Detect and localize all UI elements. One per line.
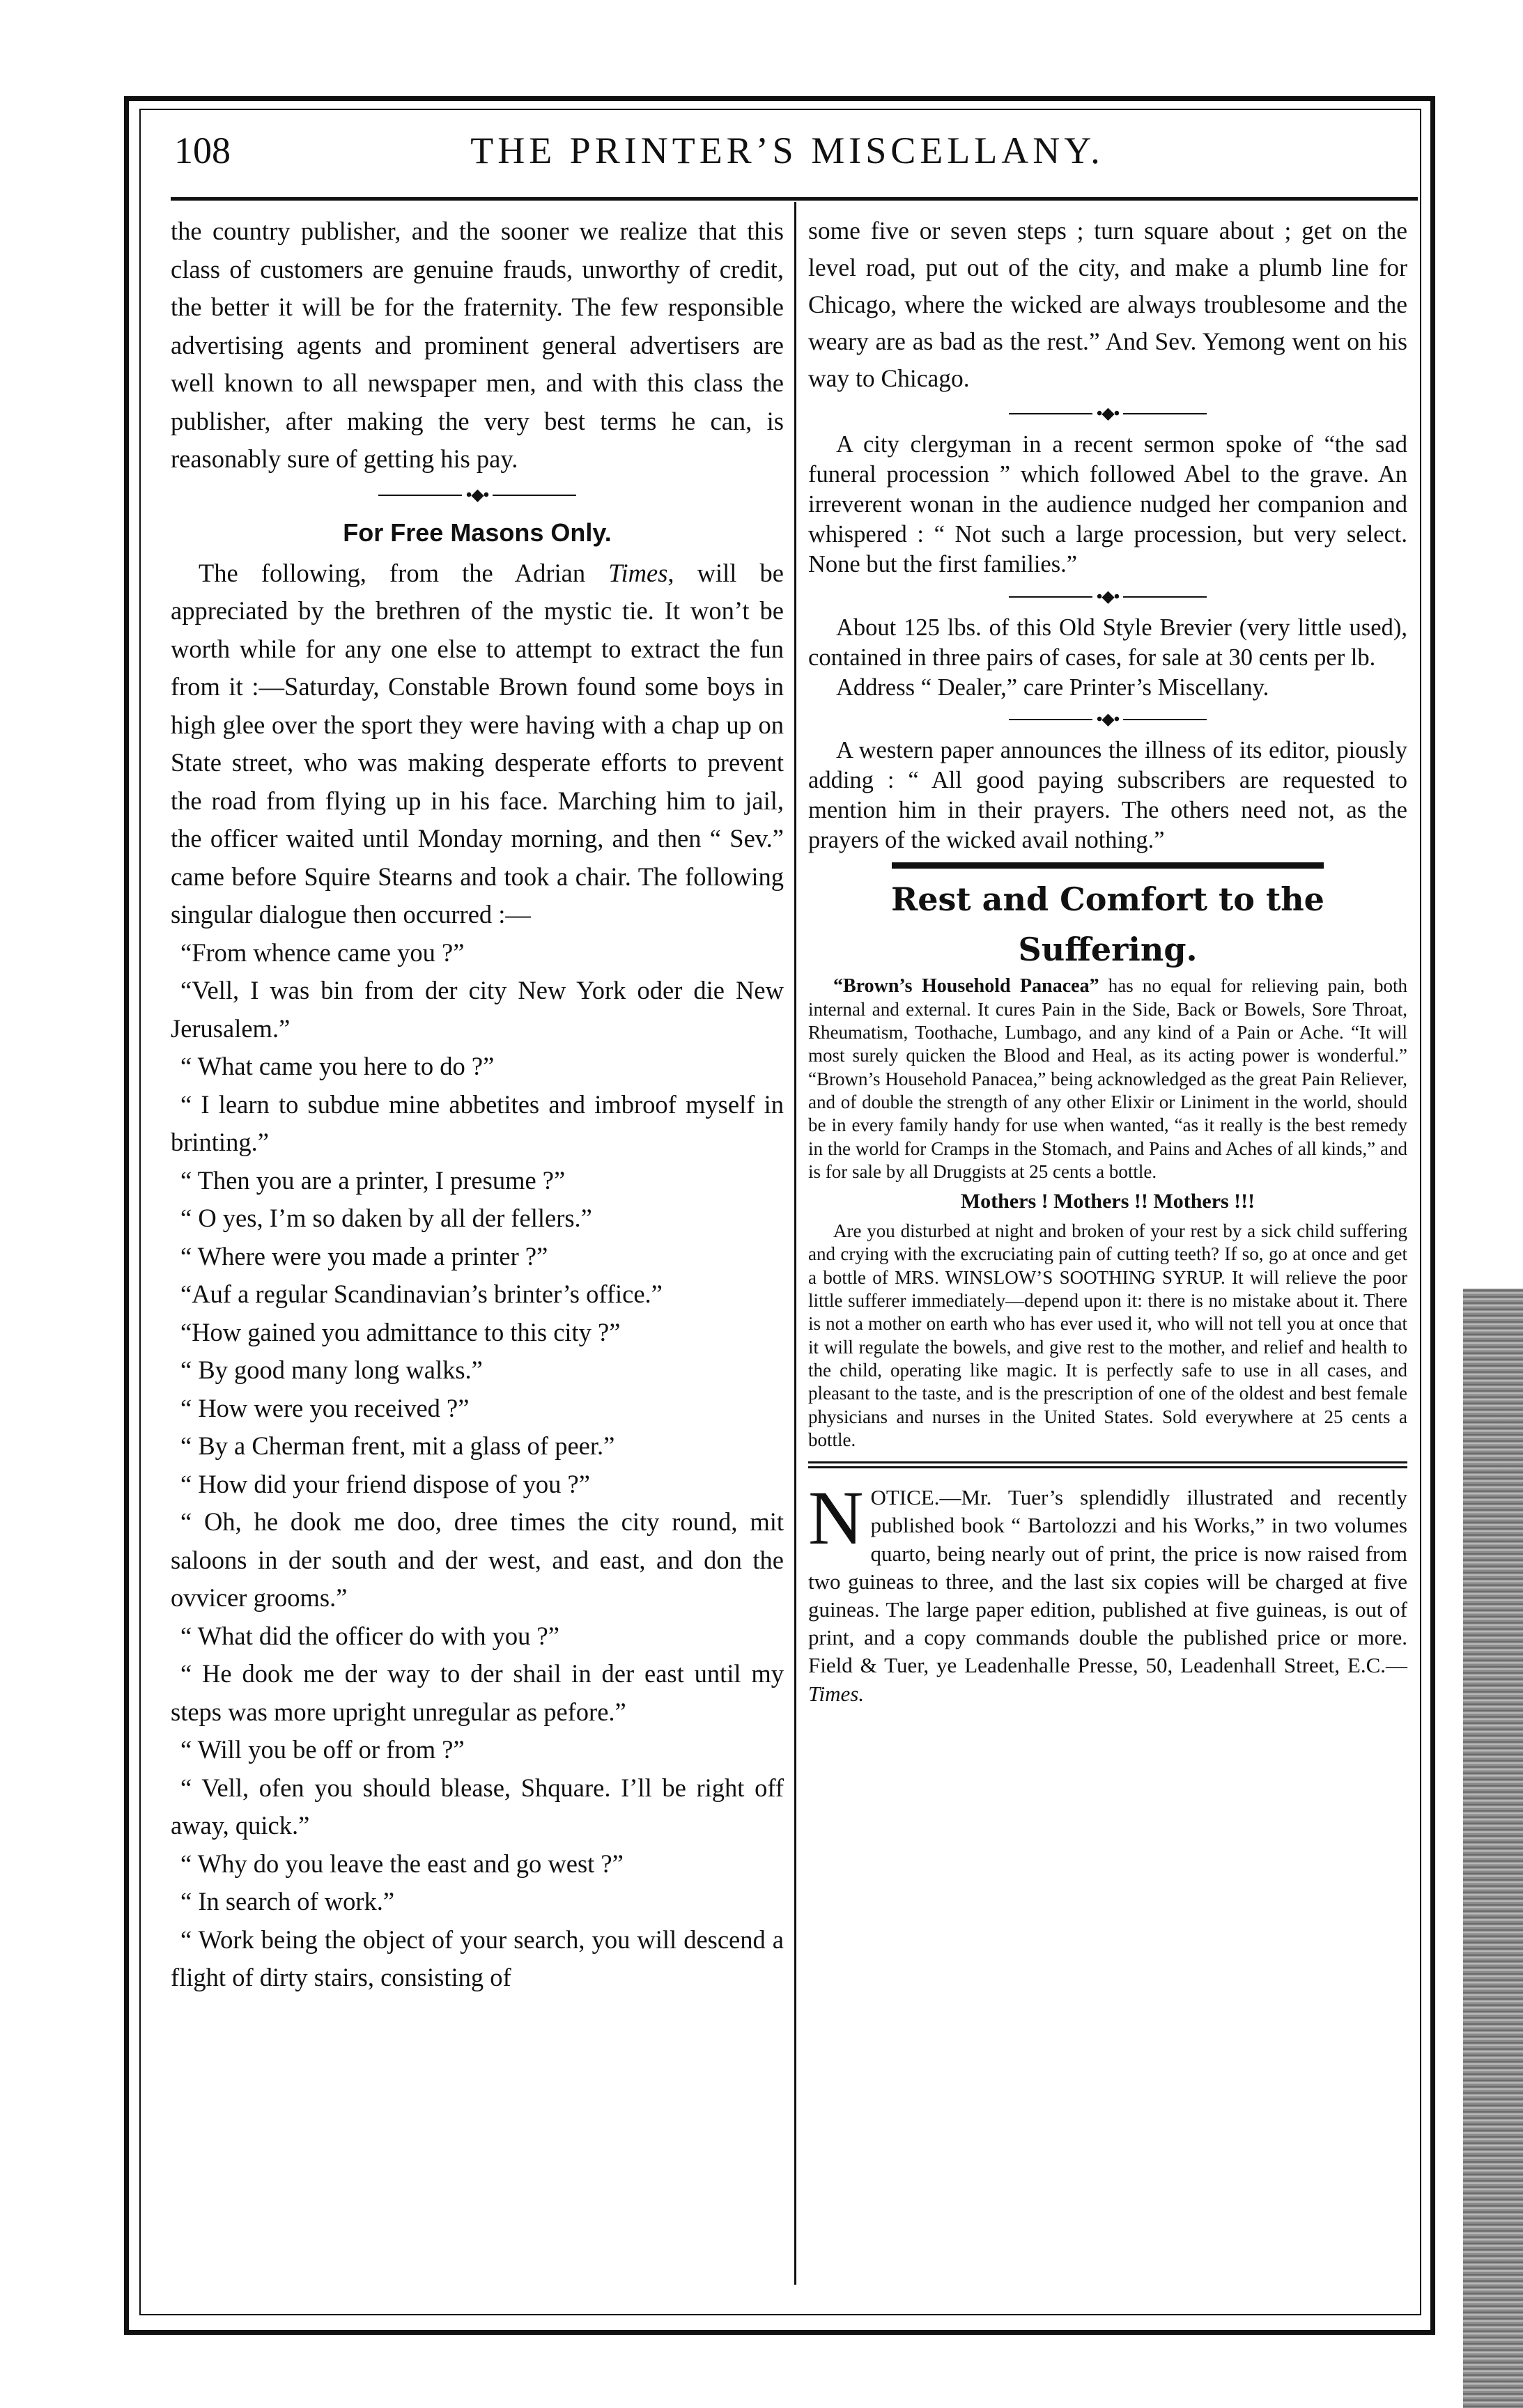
notice-text: OTICE.—Mr. Tuer’s splendidly illustrated and recently published book “ Bartolozzi and his Works,” in two volumes quarto, being nearly out of print, the price is now raised from two guineas to three, and the last six copies will be charged at five guineas. The large paper edition, published at five guineas, is out of print, and a copy commands double the published price or more. Field & Tuer, ye Leadenhalle Presse, 50, Leadenhall Street, E.C.— bbox=[808, 1485, 1407, 1678]
dialogue-line: “ O yes, I’m so daken by all der fellers.” bbox=[180, 1204, 592, 1233]
continuation-paragraph: some five or seven steps ; turn square about ; get on the level road, put out of the city, and make a plumb line for Chicago, where the wicked are always troublesome and the weary are as bad as the rest.” And Sev. Yemong went on his way to Chicago. bbox=[808, 217, 1407, 392]
intro-paragraph bbox=[171, 554, 784, 934]
section-heading: For Free Masons Only. bbox=[343, 518, 612, 547]
western-paper-item: A western paper announces the illness of its editor, piously adding : “ All good paying subscribers are requested to mention him in their prayers. The others need not, as the prayers of the wicked avail nothing.” bbox=[808, 737, 1407, 854]
page-number: 108 bbox=[174, 130, 231, 171]
dialogue-line: “ What came you here to do ?” bbox=[180, 1052, 495, 1081]
brevier-sale-item: About 125 lbs. of this Old Style Brevier (very little used), contained in three pairs of cases, for sale at 30 cents per lb. bbox=[808, 614, 1407, 671]
dialogue-line: “From whence came you ?” bbox=[180, 938, 465, 967]
advertisement-rule bbox=[892, 862, 1324, 869]
section-ornament: •◆• bbox=[171, 479, 784, 511]
notice-drop-cap: N bbox=[808, 1475, 864, 1561]
dialogue-line: “ He dook me der way to der shail in der east until my steps was more upright unregular as pefore.” bbox=[171, 1659, 784, 1726]
dialogue-line: “ Work being the object of your search, you will descend a flight of dirty stairs, consisting of bbox=[171, 1925, 784, 1992]
notice-paragraph bbox=[808, 1475, 1407, 1708]
intro-text: The following, from the Adrian bbox=[199, 558, 609, 587]
scan-edge-artifact bbox=[1463, 1289, 1523, 2408]
dialogue-line: “ How were you received ?” bbox=[180, 1393, 470, 1422]
clergyman-item: A city clergyman in a recent sermon spoke of “the sad funeral procession ” which followed Abel to the grave. An irreverent wonan in the audience nudged her companion and whispered : “ Not such a large procession, but very select. None but the first families.” bbox=[808, 431, 1407, 578]
dialogue-line: “ What did the officer do with you ?” bbox=[180, 1621, 559, 1650]
notice-source: Times. bbox=[808, 1681, 865, 1706]
opening-paragraph: the country publisher, and the sooner we realize that this class of customers are genuine frauds, unworthy of credit, the better it will be for the fraternity. The few responsible advertising agents and prominent general advertisers are well known to all newspaper men, and with this class the publisher, after making the very best terms he can, is reasonably sure of getting his pay. bbox=[171, 217, 784, 473]
item-ornament: •◆• bbox=[808, 703, 1407, 736]
dialogue-line: “Auf a regular Scandinavian’s brinter’s office.” bbox=[180, 1280, 663, 1309]
dialogue-line: “ I learn to subdue mine abbetites and imbroof myself in brinting.” bbox=[171, 1089, 784, 1157]
column-divider bbox=[794, 202, 796, 2285]
item-ornament: •◆• bbox=[808, 397, 1407, 430]
left-column bbox=[171, 212, 784, 1997]
dialogue-line: “ Will you be off or from ?” bbox=[180, 1735, 465, 1764]
dialogue-line: “ Then you are a printer, I presume ?” bbox=[180, 1165, 566, 1195]
dialogue-line: “ Oh, he dook me doo, dree times the city round, mit saloons in der south and der west, and east, and don the ovvicer grooms.” bbox=[171, 1507, 784, 1613]
item-ornament: •◆• bbox=[808, 580, 1407, 612]
dialogue-line: “ Vell, ofen you should blease, Shquare. I’ll be right off away, quick.” bbox=[171, 1773, 784, 1840]
dialogue-line: “ How did your friend dispose of you ?” bbox=[180, 1469, 590, 1498]
mothers-heading: Mothers ! Mothers !! Mothers !!! bbox=[960, 1190, 1255, 1213]
panacea-advertisement bbox=[808, 974, 1407, 1183]
intro-text-continued: , will be appreciated by the brethren of the mystic tie. It won’t be worth while for any one else to attempt to extract the fun from it :—Saturday, Constable Brown found some boys in high glee over the sport they were having with a chap up on State street, who was making desperate efforts to prevent the road from flying up in his face. Marching him to jail, the officer waited until Monday morning, and then “ Sev.” came before Squire Stearns and took a chair. The following singular dialogue then occurred :— bbox=[171, 558, 784, 929]
dialogue-line: “ By a Cherman frent, mit a glass of peer.” bbox=[180, 1431, 615, 1461]
dialogue-line: “ Where were you made a printer ?” bbox=[180, 1241, 548, 1271]
dialogue-line: “ Why do you leave the east and go west ?” bbox=[180, 1849, 624, 1878]
panacea-text: has no equal for relieving pain, both internal and external. It cures Pain in the Side, Back or Bowels, Sore Throat, Rheumatism, Toothache, Lumbago, and any kind of a Pain or Ache. “It will most surely quicken the Blood and Heal, as its acting power is wonderful.” “Brown’s Household Panacea,” being acknowledged as the great Pain Reliever, and of double the strength of any other Elixir or Liniment in the world, should be in every family handy for use when wanted, “as it really is the best remedy in the world for Cramps in the Stomach, and Pains and Aches of all kinds,” and is for sale by all Druggists at 25 cents a bottle. bbox=[808, 975, 1407, 1182]
panacea-product-name: “Brown’s Household Panacea” bbox=[833, 975, 1099, 997]
intro-newspaper-title: Times bbox=[608, 558, 668, 587]
brevier-address: Address “ Dealer,” care Printer’s Miscellany. bbox=[836, 674, 1269, 701]
advertisement-title: Rest and Comfort to the Suffering. bbox=[891, 880, 1324, 969]
running-title: THE PRINTER’S MISCELLANY. bbox=[470, 130, 1104, 171]
dialogue-line: “ By good many long walks.” bbox=[180, 1356, 483, 1385]
header-rule bbox=[171, 197, 1418, 201]
dialogue-line: “ In search of work.” bbox=[180, 1887, 395, 1916]
right-column bbox=[808, 212, 1407, 1708]
dialogue-line: “Vell, I was bin from der city New York oder die New Jerusalem.” bbox=[171, 976, 784, 1043]
page-header bbox=[174, 129, 1400, 178]
soothing-syrup-advertisement: Are you disturbed at night and broken of your rest by a sick child suffering and crying with the excruciating pain of cutting teeth? If so, go at once and get a bottle of MRS. WINSLOW’S SOOTHING SYRUP. It will relieve the poor little sufferer immediately—depend upon it: there is no mistake about it. There is not a mother on earth who has ever used it, who will not tell you at once that it will regulate the bowels, and give rest to the mother, and relief and health to the child, operating like magic. It is perfectly safe to use in all cases, and pleasant to the taste, and is the prescription of one of the oldest and best female physicians and nurses in the United States. Sold everywhere at 25 cents a bottle. bbox=[808, 1220, 1407, 1450]
dialogue-line: “How gained you admittance to this city ?” bbox=[180, 1317, 621, 1346]
notice-rule bbox=[808, 1461, 1407, 1468]
